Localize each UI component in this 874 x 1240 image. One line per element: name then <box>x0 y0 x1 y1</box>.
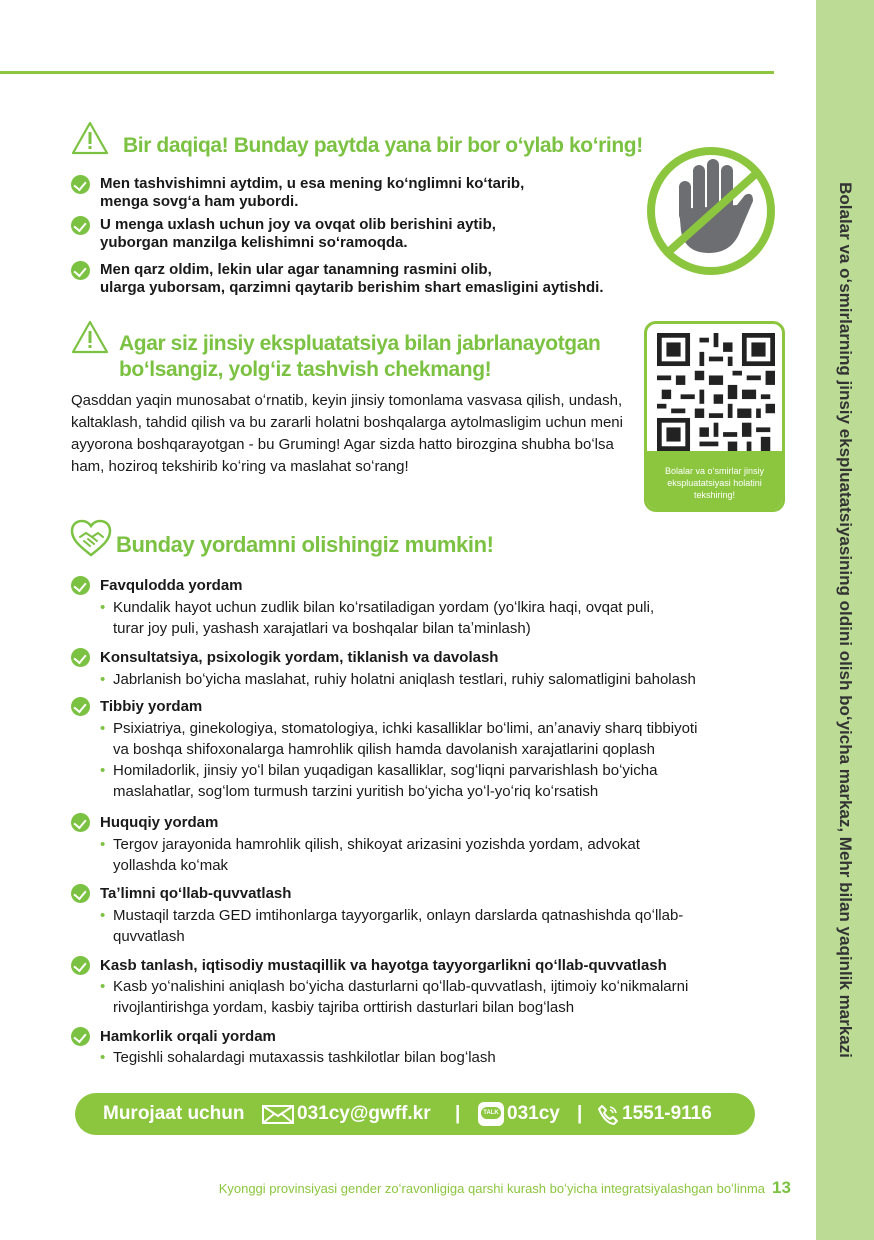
check-icon <box>71 576 90 595</box>
side-title: Bolalar va oʻsmirlarning jinsiy ekspluatatsiyasining oldini olish boʻyicha markaz, Mehr bilan yaqinlik markazi <box>836 182 855 1058</box>
list-item: • Tergov jarayonida hamrohlik qilish, shikoyat arizasini yozishda yordam, advokat yollashda koʻmak <box>100 834 780 876</box>
section2-heading-line2: boʻlsangiz, yolgʻiz tashvish chekmang! <box>119 358 492 381</box>
separator: | <box>455 1103 461 1124</box>
handshake-heart-icon <box>70 519 112 559</box>
separator: | <box>577 1103 583 1124</box>
list-item: • Mustaqil tarzda GED imtihonlarga tayyorgarlik, onlayn darslarda qatnashishda qoʻllab- quvvatlash <box>100 905 780 947</box>
list-item: • Kasb yoʻnalishini aniqlash boʻyicha dasturlarni qoʻllab-quvvatlash, ijtimoiy koʻnikmalarni rivojlantirishga yordam, kasbiy tajriba orttirish dasturlari bilan bogʻlash <box>100 976 780 1018</box>
qr-caption: Bolalar va oʻsmirlar jinsiy ekspluatatsiyasi holatini tekshiring! <box>647 451 782 509</box>
contact-label: Murojaat uchun <box>103 1103 245 1124</box>
warning-icon <box>71 121 109 155</box>
footer-text: Kyonggi provinsiyasi gender zoʻravonligiga qarshi kurash boʻyicha integratsiyalashgan boʻlinma <box>218 1181 765 1196</box>
warning-item-1: Men tashvishimni aytdim, u esa mening koʻnglimni koʻtarib, menga sovgʻa ham yubordi. <box>100 175 525 210</box>
phone-icon <box>597 1104 619 1126</box>
check-icon <box>71 216 90 235</box>
contact-phone[interactable]: 1551-9116 <box>622 1103 712 1124</box>
qr-code-icon[interactable] <box>657 333 775 451</box>
list-item: • Psixiatriya, ginekologiya, stomatologiya, ichki kasalliklar boʻlimi, anʼanaviy sharq tibbiyoti va boshqa shifoxonalarga hamrohlik qilish hamda davolanish xarajatlarini qoplash <box>100 718 780 760</box>
grooming-paragraph: Qasddan yaqin munosabat oʻrnatib, keyin jinsiy tomonlama vasvasa qilish, undash, kaltaklash, tahdid qilish va bu zararli holatni boshqalarga aytolmasligim uchun meni ayyorona boshqarayotgan - bu Gruming! Agar sizda hatto birozgina shubha boʻlsa ham, hoziroq tekshirib koʻring va maslahat soʻrang! <box>71 392 623 475</box>
qr-card[interactable] <box>644 321 785 512</box>
mail-icon <box>262 1105 294 1124</box>
top-divider <box>0 71 774 74</box>
list-item: • Kundalik hayot uchun zudlik bilan koʻrsatiladigan yordam (yoʻlkira haqi, ovqat puli, turar joy puli, yashash xarajatlari va boshqalar bilan taʼminlash) <box>100 597 780 639</box>
contact-email[interactable]: 031cy@gwff.kr <box>297 1103 431 1124</box>
warning-icon <box>71 320 109 354</box>
check-icon <box>71 261 90 280</box>
section2-heading-line1: Agar siz jinsiy ekspluatatsiya bilan jabrlanayotgan <box>119 332 601 355</box>
list-item: • Jabrlanish boʻyicha maslahat, ruhiy holatni aniqlash testlari, ruhiy salomatligini baholash <box>100 669 780 690</box>
warning-item-2: U menga uxlash uchun joy va ovqat olib berishini aytib, yuborgan manzilga kelishimni soʻramoqda. <box>100 216 496 251</box>
stop-hand-icon <box>645 145 777 277</box>
category-title: Taʼlimni qoʻllab-quvvatlash <box>100 885 292 902</box>
check-icon <box>71 956 90 975</box>
list-item: • Homiladorlik, jinsiy yoʻl bilan yuqadigan kasalliklar, sogʻliqni parvarishlash boʻyicha maslahatlar, sogʻlom turmush tarzini yuritish boʻyicha yoʻl-yoʻriq koʻrsatish <box>100 760 780 802</box>
category-title: Tibbiy yordam <box>100 698 203 715</box>
contact-kakao[interactable]: 031cy <box>507 1103 560 1124</box>
section1-heading: Bir daqiqa! Bunday paytda yana bir bor oʻylab koʻring! <box>123 134 643 157</box>
check-icon <box>71 884 90 903</box>
page-number: 13 <box>772 1178 791 1197</box>
kakao-talk-icon: TALK <box>478 1102 504 1126</box>
warning-item-3: Men qarz oldim, lekin ular agar tanamning rasmini olib, ularga yuborsam, qarzimni qaytarib berishim shart emasligini aytishdi. <box>100 261 604 296</box>
category-title: Huquqiy yordam <box>100 814 219 831</box>
category-title: Konsultatsiya, psixologik yordam, tiklanish va davolash <box>100 649 499 666</box>
contact-bar <box>75 1093 755 1135</box>
category-title: Kasb tanlash, iqtisodiy mustaqillik va hayotga tayyorgarlikni qoʻllab-quvvatlash <box>100 957 667 974</box>
section3-heading: Bunday yordamni olishingiz mumkin! <box>116 532 494 557</box>
list-item: • Tegishli sohalardagi mutaxassis tashkilotlar bilan bogʻlash <box>100 1047 780 1068</box>
category-title: Hamkorlik orqali yordam <box>100 1028 276 1045</box>
category-title: Favqulodda yordam <box>100 577 243 594</box>
check-icon <box>71 697 90 716</box>
check-icon <box>71 813 90 832</box>
check-icon <box>71 648 90 667</box>
check-icon <box>71 1027 90 1046</box>
check-icon <box>71 175 90 194</box>
